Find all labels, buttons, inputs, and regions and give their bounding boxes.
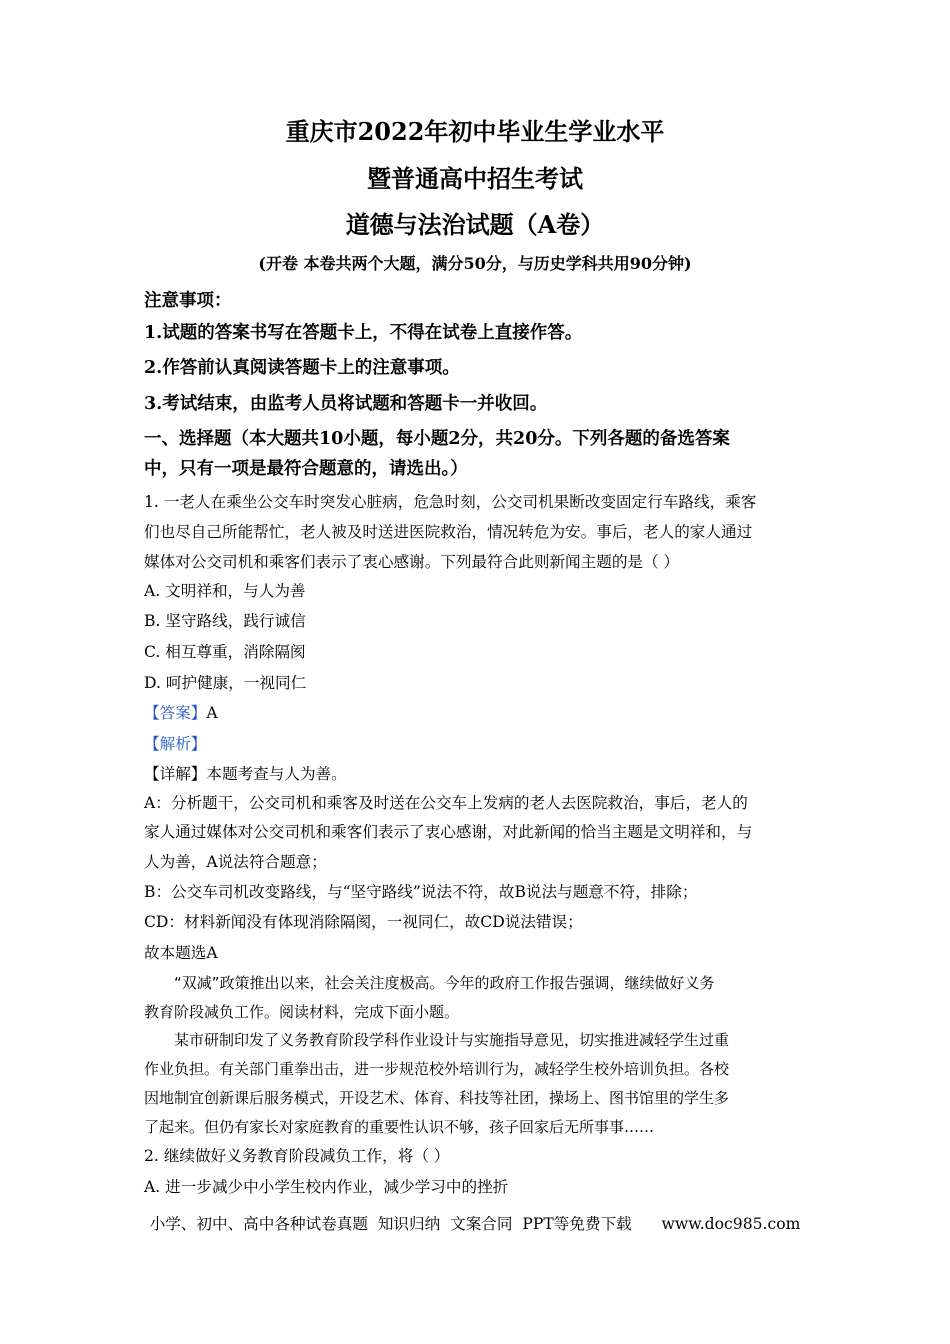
footer-text: 小学、初中、高中各种试卷真题 知识归纳 文案合同 PPT等免费下载 [149, 1215, 632, 1233]
q1-option-b: B. 坚守路线，践行诚信 [144, 612, 306, 630]
exam-subnote: (开卷 本卷共两个大题，满分50分，与历史学科共用90分钟) [258, 254, 692, 273]
answer-value: A [206, 704, 218, 722]
section-heading: 一、选择题（本大题共10小题，每小题2分，共20分。下列各题的备选答案 [144, 429, 730, 449]
footer-site-link[interactable]: www.doc985.com [661, 1215, 801, 1233]
q1-detail-line: 故本题选A [144, 944, 218, 962]
q1-option-c: C. 相互尊重，消除隔阂 [144, 643, 306, 661]
material-line: 因地制宜创新课后服务模式，开设艺术、体育、科技等社团，操场上、图书馆里的学生多 [144, 1089, 730, 1107]
q1-detail-line: B：公交车司机改变路线，与“坚守路线”说法不符，故B说法与题意不符，排除； [144, 883, 698, 901]
q1-detail-line: 人为善，A说法符合题意； [144, 853, 327, 871]
q1-option-a: A. 文明祥和，与人为善 [144, 582, 306, 600]
q1-stem-line: 1. 一老人在乘坐公交车时突发心脏病，危急时刻，公交司机果断改变固定行车路线，乘客 [144, 493, 757, 511]
q1-answer [144, 702, 218, 724]
q1-detail-line: 【详解】本题考查与人为善。 [144, 765, 347, 783]
q1-detail-line: A：分析题干，公交司机和乘客及时送在公交车上发病的老人去医院救治，事后，老人的 [144, 794, 748, 812]
q2-stem: 2. 继续做好义务教育阶段减负工作，将（ ） [144, 1147, 450, 1165]
answer-tag: 【答案】 [144, 704, 207, 722]
material-line: 作业负担。有关部门重拳出击，进一步规范校外培训行为，减轻学生校外培训负担。各校 [144, 1060, 730, 1078]
material-line: 教育阶段减负工作。阅读材料，完成下面小题。 [144, 1003, 460, 1021]
page-footer [0, 1213, 950, 1235]
section-heading-cont: 中，只有一项是最符合题意的，请选出。） [144, 459, 468, 479]
material-line: 了起来。但仍有家长对家庭教育的重要性认识不够，孩子回家后无所事事…… [144, 1118, 655, 1136]
exam-title-line-3: 道德与法治试题（A卷） [345, 210, 605, 239]
exam-title-line-1: 重庆市2022年初中毕业生学业水平 [285, 117, 665, 146]
analysis-tag: 【解析】 [144, 735, 207, 753]
q1-stem-line: 们也尽自己所能帮忙，老人被及时送进医院救治，情况转危为安。事后，老人的家人通过 [144, 523, 753, 541]
exam-title-line-2: 暨普通高中招生考试 [367, 164, 583, 193]
material-line: “双减”政策推出以来，社会关注度极高。今年的政府工作报告强调，继续做好义务 [174, 974, 715, 992]
q1-option-d: D. 呵护健康，一视同仁 [144, 674, 307, 692]
notice-heading: 注意事项： [144, 291, 232, 311]
q2-option-a: A. 进一步减少中小学生校内作业，减少学习中的挫折 [144, 1178, 509, 1196]
q1-detail-line: 家人通过媒体对公交司机和乘客们表示了衷心感谢，对此新闻的恰当主题是文明祥和，与 [144, 823, 753, 841]
q1-detail-line: CD：材料新闻没有体现消除隔阂，一视同仁，故CD说法错误； [144, 913, 583, 931]
q1-stem-line: 媒体对公交司机和乘客们表示了衷心感谢。下列最符合此则新闻主题的是（ ） [144, 553, 680, 571]
notice-item: 3.考试结束，由监考人员将试题和答题卡一并收回。 [144, 394, 548, 414]
material-line: 某市研制印发了义务教育阶段学科作业设计与实施指导意见，切实推进减轻学生过重 [174, 1031, 730, 1049]
notice-item: 2.作答前认真阅读答题卡上的注意事项。 [144, 358, 460, 378]
notice-item: 1.试题的答案书写在答题卡上，不得在试卷上直接作答。 [144, 323, 583, 343]
